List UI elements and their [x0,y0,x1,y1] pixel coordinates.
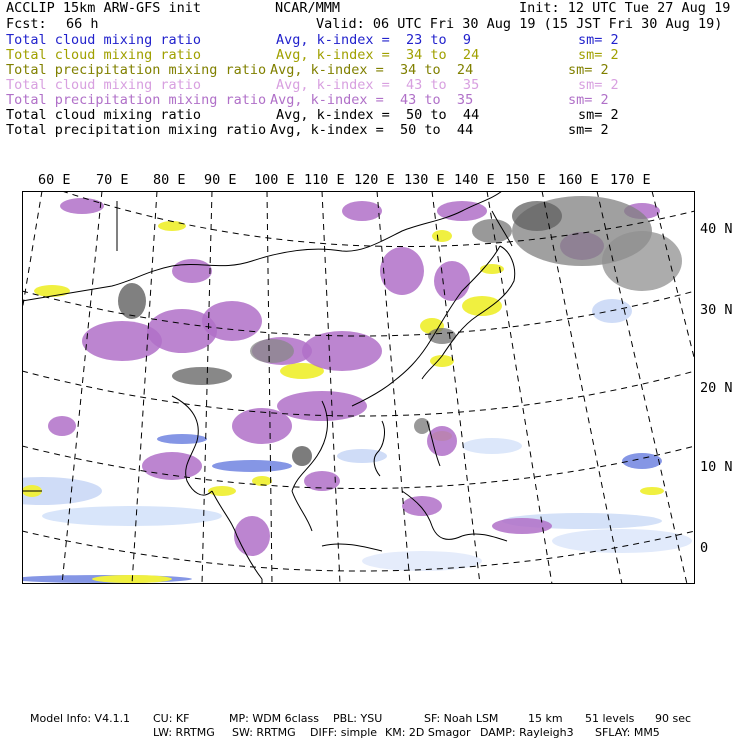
lat-label: 20 N [700,380,733,396]
valid-time: Valid: 06 UTC Fri 30 Aug 19 (15 JST Fri 30 Aug 19) [316,16,723,32]
model-info-km: KM: 2D Smagor [385,726,471,739]
model-info-sflay: SFLAY: MM5 [595,726,660,739]
forecast-hour: 66 h [66,16,99,32]
forecast-label: Fcst: [6,16,47,32]
lon-label: 90 E [204,172,237,188]
field-sm: sm= 2 [568,92,609,108]
field-avg: Avg, k-index = 50 to 44 [270,122,474,138]
lon-label: 130 E [404,172,445,188]
lon-label: 100 E [254,172,295,188]
model-info-sf: SF: Noah LSM [424,712,499,725]
field-avg: Avg, k-index = 34 to 24 [276,47,480,63]
lon-label: 70 E [96,172,129,188]
field-avg: Avg, k-index = 43 to 35 [270,92,474,108]
model-info-lw: LW: RRTMG [153,726,215,739]
model-info-diff: DIFF: simple [310,726,378,739]
lon-label: 140 E [454,172,495,188]
field-name: Total cloud mixing ratio [6,107,202,123]
field-avg: Avg, k-index = 50 to 44 [276,107,480,123]
model-info-damp: DAMP: Rayleigh3 [480,726,574,739]
field-name: Total precipitation mixing ratio [6,122,267,138]
model-info-levels: 51 levels [585,712,635,725]
lon-label: 60 E [38,172,71,188]
field-avg: Avg, k-index = 34 to 24 [270,62,474,78]
lon-label: 80 E [153,172,186,188]
field-name: Total precipitation mixing ratio [6,92,267,108]
field-sm: sm= 2 [578,77,619,93]
lon-label: 110 E [304,172,345,188]
field-name: Total cloud mixing ratio [6,47,202,63]
lat-label: 40 N [700,221,733,237]
field-avg: Avg, k-index = 43 to 35 [276,77,480,93]
center-label: NCAR/MMM [275,0,341,16]
init-time: Init: 12 UTC Tue 27 Aug 19 [519,0,731,16]
lat-label: 30 N [700,302,733,318]
model-info-mp: MP: WDM 6class [229,712,319,725]
model-info-cu: CU: KF [153,712,190,725]
lat-label: 0 [700,540,709,556]
field-sm: sm= 2 [568,122,609,138]
field-sm: sm= 2 [578,107,619,123]
model-title: ACCLIP 15km ARW-GFS init [6,0,202,16]
field-name: Total cloud mixing ratio [6,77,202,93]
lon-label: 120 E [354,172,395,188]
field-name: Total precipitation mixing ratio [6,62,267,78]
field-name: Total cloud mixing ratio [6,32,202,48]
model-info-timestep: 90 sec [655,712,692,725]
lon-label: 160 E [558,172,599,188]
field-sm: sm= 2 [578,47,619,63]
lat-label: 10 N [700,459,733,475]
model-info-version: Model Info: V4.1.1 [30,712,131,725]
model-info-pbl: PBL: YSU [333,712,383,725]
lon-label: 150 E [505,172,546,188]
model-info-sw: SW: RRTMG [232,726,296,739]
forecast-map [22,191,695,584]
field-sm: sm= 2 [578,32,619,48]
lon-label: 170 E [610,172,651,188]
field-avg: Avg, k-index = 23 to 9 [276,32,472,48]
field-sm: sm= 2 [568,62,609,78]
model-info-resolution: 15 km [528,712,563,725]
